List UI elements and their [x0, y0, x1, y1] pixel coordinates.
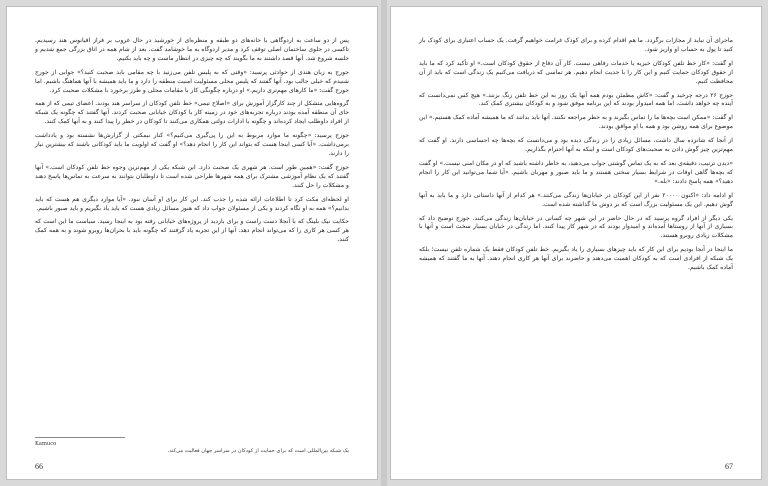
- paragraph: جورج به زبان هندی از حوادثی پرسید: «وقتی که به پلیس تلفن می‌زنید با چه مقامی باید صحبت کنید؟» جوابی از جورج شنیدم که خیلی جالب بود. آنها گفتند که پلیس محلی مسئولیت امنیت منطقه را دارد و ما باید همیشه با آنها هماهنگ باشیم. اما جورج گفت: «ما کارهای مهم‌تری داریم.» او درباره چگونگی کار با مقامات محلی و طرز برخورد با مشکلات صحبت کرد.: [35, 68, 349, 94]
- paragraph: جورج ۲۶ درجه چرخید و گفت: «کاش مطمئن بودم همه آنها یک روز به این خط تلفن زنگ بزنند.» هیچ کس نمی‌دانست که آینده چه خواهد داشت. اما همه امیدوار بودند که این برنامه موفق شود و به کودکان بیشتری کمک کند.: [419, 91, 733, 108]
- paragraph: ماجرا‌ی آن نباید از مجازات برگردد. ما هم اقدام کرده و برای کودک غرامت خواهیم گرفت. یک حساب اعتباری برای کودک باز کنید تا پول به حساب او واریز شود.: [419, 37, 733, 53]
- paragraph: یکی دیگر از افراد گروه پرسید که در حال حاضر در این شهر چه کسانی در خیابان‌ها زندگی می‌کنند. جورج توضیح داد که بسیاری از آنها از روستاها آمده‌اند و امیدوار بودند که در شهر کار پیدا کنند. اما زندگی در خیابان بسیار سخت است و آنها با مشکلات زیادی روبرو هستند.: [419, 214, 733, 240]
- paragraph: او ادامه داد: «اکنون ۲۰۰۰۰ نفر از این کودکان در خیابان‌ها زندگی می‌کنند.» هر کدام از آنها داستانی دارد و ما باید به آنها گوش دهیم. این یک مسئولیت بزرگ است که بر دوش ما گذاشته شده است.: [419, 191, 733, 208]
- paragraph: ما اینجا در آنجا بودیم برای این کار که باید چیزهای بسیاری را یاد بگیریم. خط تلفن کودکان فقط یک شماره تلفن نیست؛ بلکه یک شبکه از افرادی است که به کودکان اهمیت می‌دهند و حاضرند برای آنها هر کاری انجام دهند. آنها به ما گفتند که همیشه آماده کمک باشیم.: [419, 246, 733, 272]
- footnote: [35, 437, 349, 455]
- paragraph: جورج پرسید: «چگونه ما موارد مربوط به این را پی‌گیری می‌کنیم؟» کنار نیمکتی از گزارش‌ها نشسته بود و یادداشت برمی‌داشت. «آیا کسی اینجا هست که بتواند این کار را انجام دهد؟» او گفت که اولویت ما باید کودکانی باشند که بیشترین نیاز را دارند.: [35, 132, 349, 157]
- page-number: 67: [725, 462, 733, 471]
- paragraph: حکایت نیک بلینگ که با آنجلا دست راست و برای بازدید از پروژه‌های خیابانی رفته بود به اینجا رسید. سیاست ما این است که هر کسی هر کاری را که می‌تواند انجام دهد. آنها از این تجربه یاد گرفتند که چگونه باید با بحران‌ها روبرو شوند و به همه کمک کنند.: [35, 218, 349, 244]
- paragraph: او گفت: «کار خط تلفن کودکان خیریه یا خدمات رفاهی نیست. کار آن دفاع از حقوق کودکان است.» او تأکید کرد که ما باید از حقوق کودکان حمایت کنیم و این کار را با جدیت انجام دهیم. هر تماسی که دریافت می‌کنیم یک زندگی است که باید از آن محافظت کنیم.: [419, 59, 733, 85]
- footnote-text: یک شبکه بین‌المللی است که برای حمایت از کودکان در سراسر جهان فعالیت می‌کند.: [167, 448, 349, 454]
- paragraph: پس از دو ساعت به اردوگاهی با خانه‌های دو طبقه و منظره‌ای از خورشید در حال غروب بر فراز اقیانوس هند رسیدیم. تاکسی در جلوی ساختمان اصلی توقف کرد و مدیر اردوگاه به ما خوشامد گفت. بعد از شام همه در اتاق بزرگی جمع شدیم و جلسه شروع شد. آنها قصد داشتند به ما بگویند که چه چیزی در انتظار ماست و چه باید بکنیم.: [35, 37, 349, 62]
- paragraph: گروه‌هایی متشکل از چند کارگزار آموزش برای «اصلاح تیمی» خط تلفن کودکان از سراسر هند بودند. اعضای تیمی که از همه جای آن منطقه آمده بودند درباره تجربه‌های خود در زمینه کار با کودکان خیابانی صحبت کردند. آنها گفتند که چگونه یک شبکه از افراد داوطلب ایجاد کرده‌اند و چگونه با ادارات دولتی همکاری می‌کنند تا کودکان در خطر را پیدا کنند و به آنها کمک کنند.: [35, 100, 349, 126]
- paragraph: از آنجا که شانزده سال داشت، مسائل زیادی را در زندگی دیده بود و می‌دانست که بچه‌ها چه احساسی دارند. او گفت که مهم‌ترین چیز گوش دادن به صحبت‌های کودکان است و اینکه به آنها احترام بگذاریم.: [419, 137, 733, 154]
- paragraph: او لحظه‌ای مکث کرد تا اطلاعات ارائه شده را جذب کند. این کار برای او آسان نبود. «آیا موارد دیگری هم هست که باید بدانیم؟» همه به او نگاه کردند و یکی از مسئولان جواب داد که هنوز مسائل زیادی هست که باید یاد بگیریم و باید صبور باشیم.: [35, 195, 349, 212]
- footnote-reference: Kamuco: [35, 441, 57, 447]
- paragraph: جورج گفت: «همین طور است. هر شهری یک صحبت دارد. این شبکه یکی از مهم‌ترین وجوه خط تلفن کودکان است.» آنها گفتند که یک نظام آموزشی مشترک برای همه شهرها طراحی شده است تا داوطلبان بتوانند به سرعت به تماس‌ها پاسخ دهند و مشکلات را حل کنند.: [35, 163, 349, 189]
- left-page: [6, 6, 378, 480]
- page-gutter: [381, 0, 387, 486]
- paragraph: او گفت: «ممکن است بچه‌ها ما را تماس بگیرند و به خطر مراجعه نکنند. آنها باید بدانند که ما همیشه آماده کمک هستیم.» این موضوع برای همه روشن بود و همه با او موافق بودند.: [419, 114, 733, 131]
- page-number: 66: [35, 462, 43, 471]
- footnote-divider: [35, 437, 125, 438]
- right-page: [390, 6, 762, 480]
- right-page-body: [419, 37, 733, 278]
- left-page-body: [35, 37, 349, 250]
- paragraph: «دیدن ترتیب، دقیقه‌ی بعد که به یک تماس گوشتی جواب می‌دهید، به خاطر داشته باشید که او در مکان امنی نیست.» او گفت که بچه‌ها گاهی اوقات در شرایط بسیار سختی هستند و ما باید صبور و مهربان باشیم. «آیا شما می‌توانید این کار را انجام دهید؟» همه پاسخ دادند: «بله.»: [419, 159, 733, 185]
